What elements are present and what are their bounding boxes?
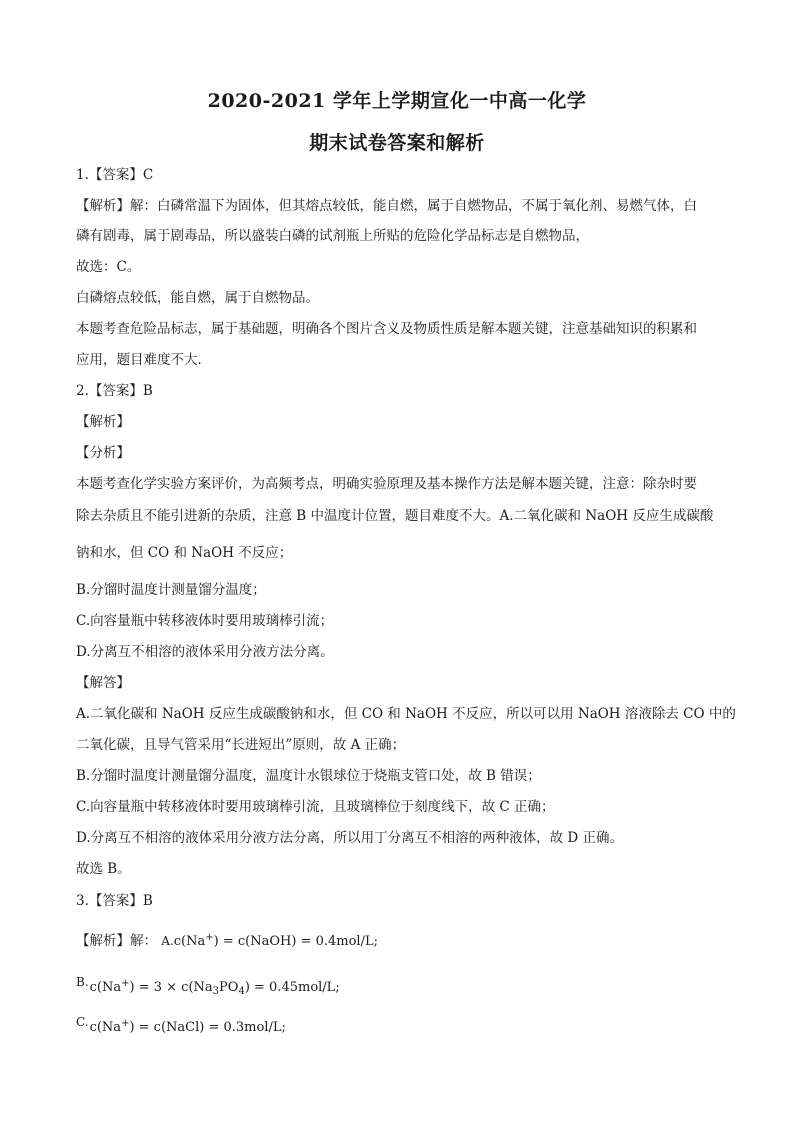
q1-choose: 故选：C。	[76, 259, 141, 275]
q1-note2a: 本题考查危险品标志，属于基础题，明确各个图片含义及物质性质是解本题关键，注意基础知识的积累和	[76, 321, 697, 337]
q3-line-b	[76, 972, 340, 1002]
q2-fenxi-line2: 除去杂质且不能引进新的杂质，注意 B 中温度计位置，题目难度不大。A.二氧化碳和 NaOH 反应生成碳酸	[76, 508, 714, 524]
q3-jiexi-prefix: 【解析】解：	[76, 933, 157, 949]
q2-jieda-a1: A.二氧化碳和 NaOH 反应生成碳酸钠和水，但 CO 和 NaOH 不反应，所以可以用 NaOH 溶液除去 CO 中的	[76, 706, 736, 722]
q2-jieda-c: C.向容量瓶中转移液体时要用玻璃棒引流，且玻璃棒位于刻度线下，故 C 正确；	[76, 799, 555, 815]
q2-fenxi-line1: 本题考查化学实验方案评价，为高频考点，明确实验原理及基本操作方法是解本题关键，注意：除杂时要	[76, 476, 697, 492]
q2-jieda-d: D.分离互不相溶的液体采用分液方法分离，所以用丁分离互不相溶的两种液体，故 D 正确。	[76, 830, 624, 846]
q1-analysis-line1: 【解析】解：白磷常温下为固体，但其熔点较低，能自燃，属于自燃物品，不属于氧化剂、易燃气体，白	[76, 198, 697, 214]
q1-note1: 白磷熔点较低，能自燃，属于自燃物品。	[76, 290, 319, 306]
q1-analysis-line2: 磷有剧毒，属于剧毒品，所以盛装白磷的试剂瓶上所贴的危险化学品标志是自燃物品，	[76, 228, 589, 244]
q3-line-c	[76, 1012, 286, 1038]
q3-formula-b: $B.c(Na^+) = 3 \times c(Na_3PO_4) = 0.45mol/L$;	[76, 975, 340, 997]
q3-formula-c: C.c(Na+) = c(NaCl) = 0.3mol/L;	[76, 1015, 286, 1035]
q2-fenxi-line3: 钠和水，但 CO 和 NaOH 不反应；	[76, 545, 293, 561]
q1-note2b: 应用，题目难度不大．	[76, 352, 211, 368]
q2-fenxi-b: B.分馏时温度计测量馏分温度；	[76, 582, 266, 598]
q2-fenxi-c: C.向容量瓶中转移液体时要用玻璃棒引流；	[76, 613, 334, 629]
document-title-line1: 2020-2021 学年上学期宣化一中高一化学	[207, 90, 587, 112]
q3-answer: 3.【答案】B	[76, 893, 153, 909]
q2-fenxi-d: D.分离互不相溶的液体采用分液方法分离。	[76, 644, 334, 660]
q2-jieda-a2: 二氧化碳，且导气管采用“长进短出”原则，故 A 正确；	[76, 737, 406, 753]
q3-formula-a: A.c(Na+) = c(NaOH) = 0.4mol/L;	[161, 932, 378, 949]
q2-jiexi-heading: 【解析】	[76, 414, 130, 430]
q2-jieda-heading: 【解答】	[76, 675, 130, 691]
q2-jieda-b: B.分馏时温度计测量馏分温度，温度计水银球位于烧瓶支管口处，故 B 错误；	[76, 768, 541, 784]
q2-choose: 故选 B。	[76, 861, 131, 877]
q3-line-a	[76, 928, 378, 952]
q2-answer: 2.【答案】B	[76, 383, 153, 399]
q2-fenxi-heading: 【分析】	[76, 445, 130, 461]
document-title-line2: 期末试卷答案和解析	[309, 132, 485, 154]
q1-answer: 1.【答案】C	[76, 167, 154, 183]
